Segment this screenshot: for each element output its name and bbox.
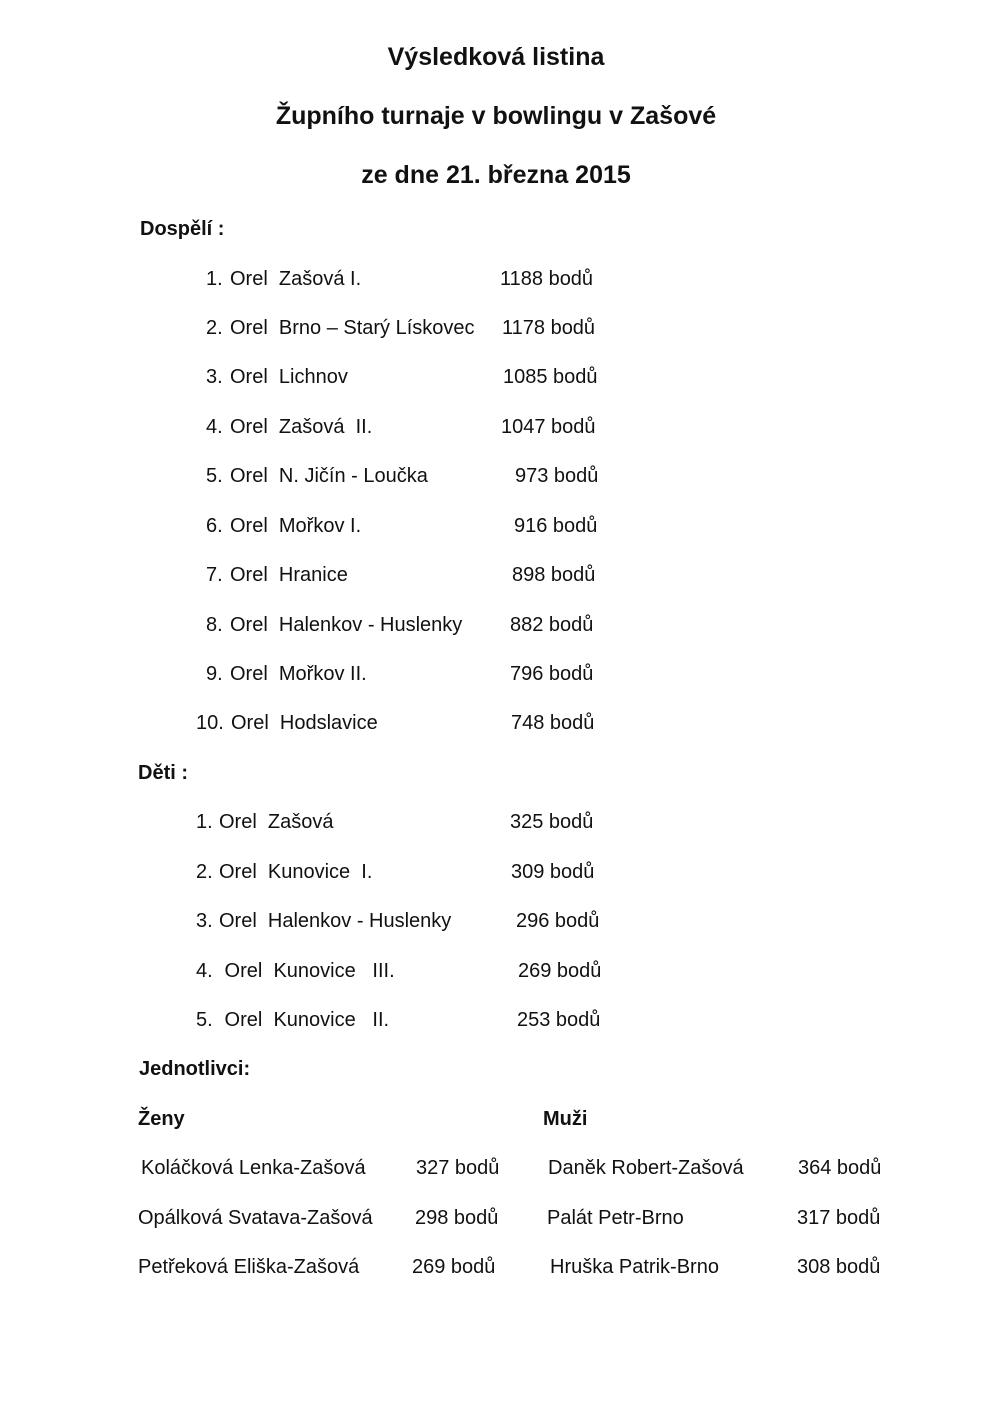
individuals-heading: Jednotlivci:	[139, 1058, 251, 1080]
team-name: Orel N. Jičín - Loučka	[230, 465, 428, 487]
team-name: Orel Brno – Starý Lískovec	[230, 317, 475, 339]
rank: 1.	[206, 268, 223, 290]
player-name: Koláčková Lenka-Zašová	[141, 1157, 366, 1179]
points: 309 bodů	[511, 861, 595, 883]
points: 308 bodů	[797, 1256, 881, 1278]
rank: 3.	[196, 910, 213, 932]
team-name: Orel Zašová II.	[230, 416, 373, 438]
team-name: Orel Halenkov - Huslenky	[219, 910, 452, 932]
points: 1188 bodů	[500, 268, 594, 290]
rank: 1.	[196, 811, 213, 833]
document-title: Výsledková listina	[387, 43, 605, 71]
points: 882 bodů	[510, 614, 594, 636]
points: 1178 bodů	[502, 317, 596, 339]
adults-heading: Dospělí :	[140, 218, 225, 240]
points: 916 bodů	[514, 515, 598, 537]
rank: 7.	[206, 564, 223, 586]
team-name: Orel Mořkov II.	[230, 663, 367, 685]
points: 269 bodů	[518, 960, 602, 982]
player-name: Opálková Svatava-Zašová	[138, 1207, 373, 1229]
points: 325 bodů	[510, 811, 594, 833]
points: 296 bodů	[516, 910, 600, 932]
rank: 9.	[206, 663, 223, 685]
points: 898 bodů	[512, 564, 596, 586]
points: 748 bodů	[511, 712, 595, 734]
player-name: Petřeková Eliška-Zašová	[138, 1256, 360, 1278]
points: 298 bodů	[415, 1207, 499, 1229]
rank: 2.	[196, 861, 213, 883]
player-name: Daněk Robert-Zašová	[548, 1157, 744, 1179]
document-subtitle: Župního turnaje v bowlingu v Zašové	[275, 102, 717, 130]
points: 269 bodů	[412, 1256, 496, 1278]
rank: 4.	[196, 960, 213, 982]
team-name: Orel Kunovice I.	[219, 861, 373, 883]
points: 796 bodů	[510, 663, 594, 685]
team-name: Orel Kunovice III.	[219, 960, 395, 982]
rank: 5.	[196, 1009, 213, 1031]
rank: 6.	[206, 515, 223, 537]
team-name: Orel Zašová I.	[230, 268, 362, 290]
women-heading: Ženy	[138, 1108, 185, 1130]
team-name: Orel Zašová	[219, 811, 334, 833]
player-name: Hruška Patrik-Brno	[550, 1256, 719, 1278]
points: 1085 bodů	[503, 366, 598, 388]
rank: 4.	[206, 416, 223, 438]
player-name: Palát Petr-Brno	[547, 1207, 684, 1229]
children-heading: Děti :	[138, 762, 188, 784]
points: 327 bodů	[416, 1157, 500, 1179]
team-name: Orel Lichnov	[230, 366, 348, 388]
rank: 2.	[206, 317, 223, 339]
rank: 3.	[206, 366, 223, 388]
rank: 10.	[196, 712, 224, 734]
team-name: Orel Halenkov - Huslenky	[230, 614, 463, 636]
men-heading: Muži	[543, 1108, 588, 1130]
points: 317 bodů	[797, 1207, 881, 1229]
document-date: ze dne 21. března 2015	[361, 161, 631, 189]
points: 364 bodů	[798, 1157, 882, 1179]
team-name: Orel Hodslavice	[231, 712, 378, 734]
team-name: Orel Hranice	[230, 564, 348, 586]
points: 253 bodů	[517, 1009, 601, 1031]
team-name: Orel Mořkov I.	[230, 515, 362, 537]
points: 973 bodů	[515, 465, 599, 487]
team-name: Orel Kunovice II.	[219, 1009, 390, 1031]
rank: 8.	[206, 614, 223, 636]
rank: 5.	[206, 465, 223, 487]
points: 1047 bodů	[501, 416, 596, 438]
